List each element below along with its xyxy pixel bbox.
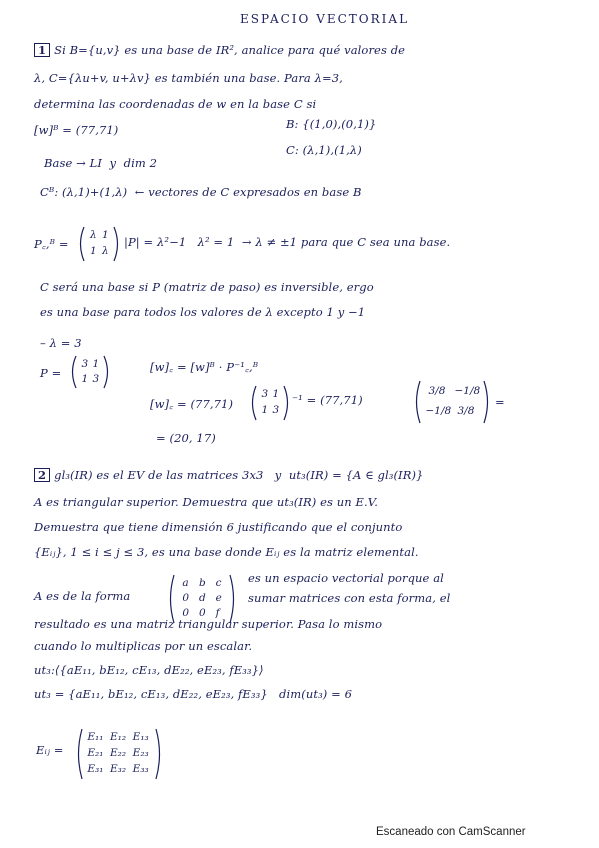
matrix-cell: λ xyxy=(102,245,109,257)
matrix-cell: E₃₁ xyxy=(87,763,104,775)
matrix-cell: 3/8 xyxy=(457,405,475,417)
problem-1-line-6: Base → LI y dim 2 xyxy=(44,156,158,170)
matrix-parentheses xyxy=(250,385,290,421)
right-paren xyxy=(104,356,108,388)
matrix-cell: −1/8 xyxy=(454,385,481,397)
matrix-cell: 3 xyxy=(261,388,269,400)
inverse-matrix xyxy=(414,380,490,424)
right-paren xyxy=(484,381,488,423)
matrix-cell: E₁₁ xyxy=(87,731,104,743)
matrix-cell: E₁₃ xyxy=(132,731,149,743)
page-title: ESPACIO VECTORIAL xyxy=(240,12,410,26)
eij-label: Eᵢⱼ = xyxy=(36,743,64,757)
matrix-cell: E₁₂ xyxy=(110,731,127,743)
problem-2-line-7: resultado es una matriz triangular superior. Pasa lo mismo xyxy=(34,617,383,631)
problem-1-basis-c: C: (λ,1),(1,λ) xyxy=(286,143,362,157)
problem-1-line-3: determina las coordenadas de w en la base C si xyxy=(34,97,317,111)
problem-2-line-5a: A es de la forma xyxy=(34,589,131,603)
problem-1-line-13b: ⁻¹ = (77,71) xyxy=(292,393,363,407)
scanner-watermark: Escaneado con CamScanner xyxy=(376,826,526,838)
problem-1-line-2: λ, C={λu+v, u+λv} es también una base. Para λ=3, xyxy=(34,71,343,85)
matrix-cell: 0 xyxy=(182,592,190,604)
problem-1-line-9: C será una base si P (matriz de paso) es inversible, ergo xyxy=(40,280,374,294)
problem-1-line-4: [w]ᴮ = (77,71) xyxy=(34,123,119,137)
p-label: P = xyxy=(40,366,62,380)
problem-1-basis-b: B: {(1,0),(0,1)} xyxy=(286,117,377,131)
problem-2-text-1: gl₃(IR) es el EV de las matrices 3x3 y ut₃(IR) = {A ∈ gl₃(IR)} xyxy=(54,468,424,482)
problem-2-line-3: Demuestra que tiene dimensión 6 justificando que el conjunto xyxy=(34,520,403,534)
matrix-cell: 1 xyxy=(90,245,97,257)
left-paren xyxy=(73,356,77,388)
left-paren xyxy=(171,575,175,623)
pcb-matrix xyxy=(78,226,120,262)
matrix-cell: 3 xyxy=(92,372,100,385)
matrix-cell: E₂₂ xyxy=(110,747,127,759)
problem-1-line-12: [w]꜀ = [w]ᴮ · P⁻¹꜀,ᴮ xyxy=(150,360,259,374)
right-paren xyxy=(156,729,160,779)
matrix-cell: e xyxy=(215,592,222,604)
right-paren xyxy=(114,227,118,261)
matrix-cell: E₂₃ xyxy=(132,747,149,759)
elemental-matrix xyxy=(76,728,162,780)
right-paren xyxy=(230,575,234,623)
problem-2-line-10: ut₃ = {aE₁₁, bE₁₂, cE₁₃, dE₂₂, eE₂₃, fE₃₃} dim(ut₃) = 6 xyxy=(34,687,353,701)
matrix-cell: d xyxy=(199,592,206,604)
matrix-cell: b xyxy=(199,576,206,589)
problem-1-line-13: [w]꜀ = (77,71) xyxy=(150,397,234,411)
matrix-cell: E₃₃ xyxy=(132,763,149,775)
problem-2-number: 2 xyxy=(34,468,50,482)
matrix-cell: λ xyxy=(90,229,97,241)
matrix-cell: −1/8 xyxy=(425,405,452,417)
pcb-label: P꜀,ᴮ = xyxy=(34,237,69,251)
matrix-cell: E₂₁ xyxy=(87,747,104,759)
problem-2-line-5b: es un espacio vectorial porque al xyxy=(248,571,444,585)
problem-1-line-10: es una base para todos los valores de λ excepto 1 y −1 xyxy=(40,305,366,319)
problem-1-line-1 xyxy=(34,43,405,57)
p-matrix xyxy=(70,355,110,389)
matrix-cell: 1 xyxy=(102,229,109,241)
problem-2-line-8: cuando lo multiplicas por un escalar. xyxy=(34,639,253,653)
matrix-cell: 3 xyxy=(272,404,280,416)
matrix-cell: a xyxy=(182,576,189,589)
problem-1-line-8: |P| = λ²−1 λ² = 1 → λ ≠ ±1 para que C sea una base. xyxy=(124,235,451,249)
matrix-cell: f xyxy=(215,607,220,620)
matrix-parentheses xyxy=(70,355,110,389)
problem-1-text-1: Si B={u,v} es una base de IR², analice para qué valores de xyxy=(54,43,406,57)
problem-2-line-4: {Eᵢⱼ}, 1 ≤ i ≤ j ≤ 3, es una base donde Eᵢⱼ es la matriz elemental. xyxy=(34,545,419,559)
left-paren xyxy=(79,729,83,779)
matrix-cell: 1 xyxy=(272,388,280,400)
matrix-cell: 1 xyxy=(92,357,100,370)
problem-2-line-1 xyxy=(34,468,423,482)
matrix-cell: 0 xyxy=(199,607,206,620)
matrix-cell: 1 xyxy=(261,404,269,416)
matrix-cell: 0 xyxy=(182,607,190,620)
matrix-cell: c xyxy=(215,576,222,589)
matrix-cell: 3/8 xyxy=(428,385,446,397)
problem-2-line-6: sumar matrices con esta forma, el xyxy=(248,591,451,605)
matrix-parentheses xyxy=(78,226,120,262)
left-paren xyxy=(253,386,257,420)
matrix-cell: 3 xyxy=(81,357,89,370)
problem-1-line-7: Cᴮ: (λ,1)+(1,λ) ← vectores de C expresados en base B xyxy=(40,185,362,199)
matrix-3113 xyxy=(250,385,290,421)
matrix-cell: 1 xyxy=(81,372,89,385)
equals-sign: = xyxy=(495,395,505,409)
problem-2-line-9: ut₃:⟨{aE₁₁, bE₁₂, cE₁₃, dE₂₂, eE₂₃, fE₃₃}⟩ xyxy=(34,663,264,677)
problem-2-line-2: A es triangular superior. Demuestra que ut₃(IR) es un E.V. xyxy=(34,495,378,509)
problem-1-line-11: – λ = 3 xyxy=(40,336,82,350)
problem-1-number: 1 xyxy=(34,43,50,57)
left-paren xyxy=(417,381,421,423)
problem-1-result: = (20, 17) xyxy=(156,431,216,445)
left-paren xyxy=(81,227,85,261)
right-paren xyxy=(284,386,288,420)
matrix-cell: E₃₂ xyxy=(110,763,127,775)
